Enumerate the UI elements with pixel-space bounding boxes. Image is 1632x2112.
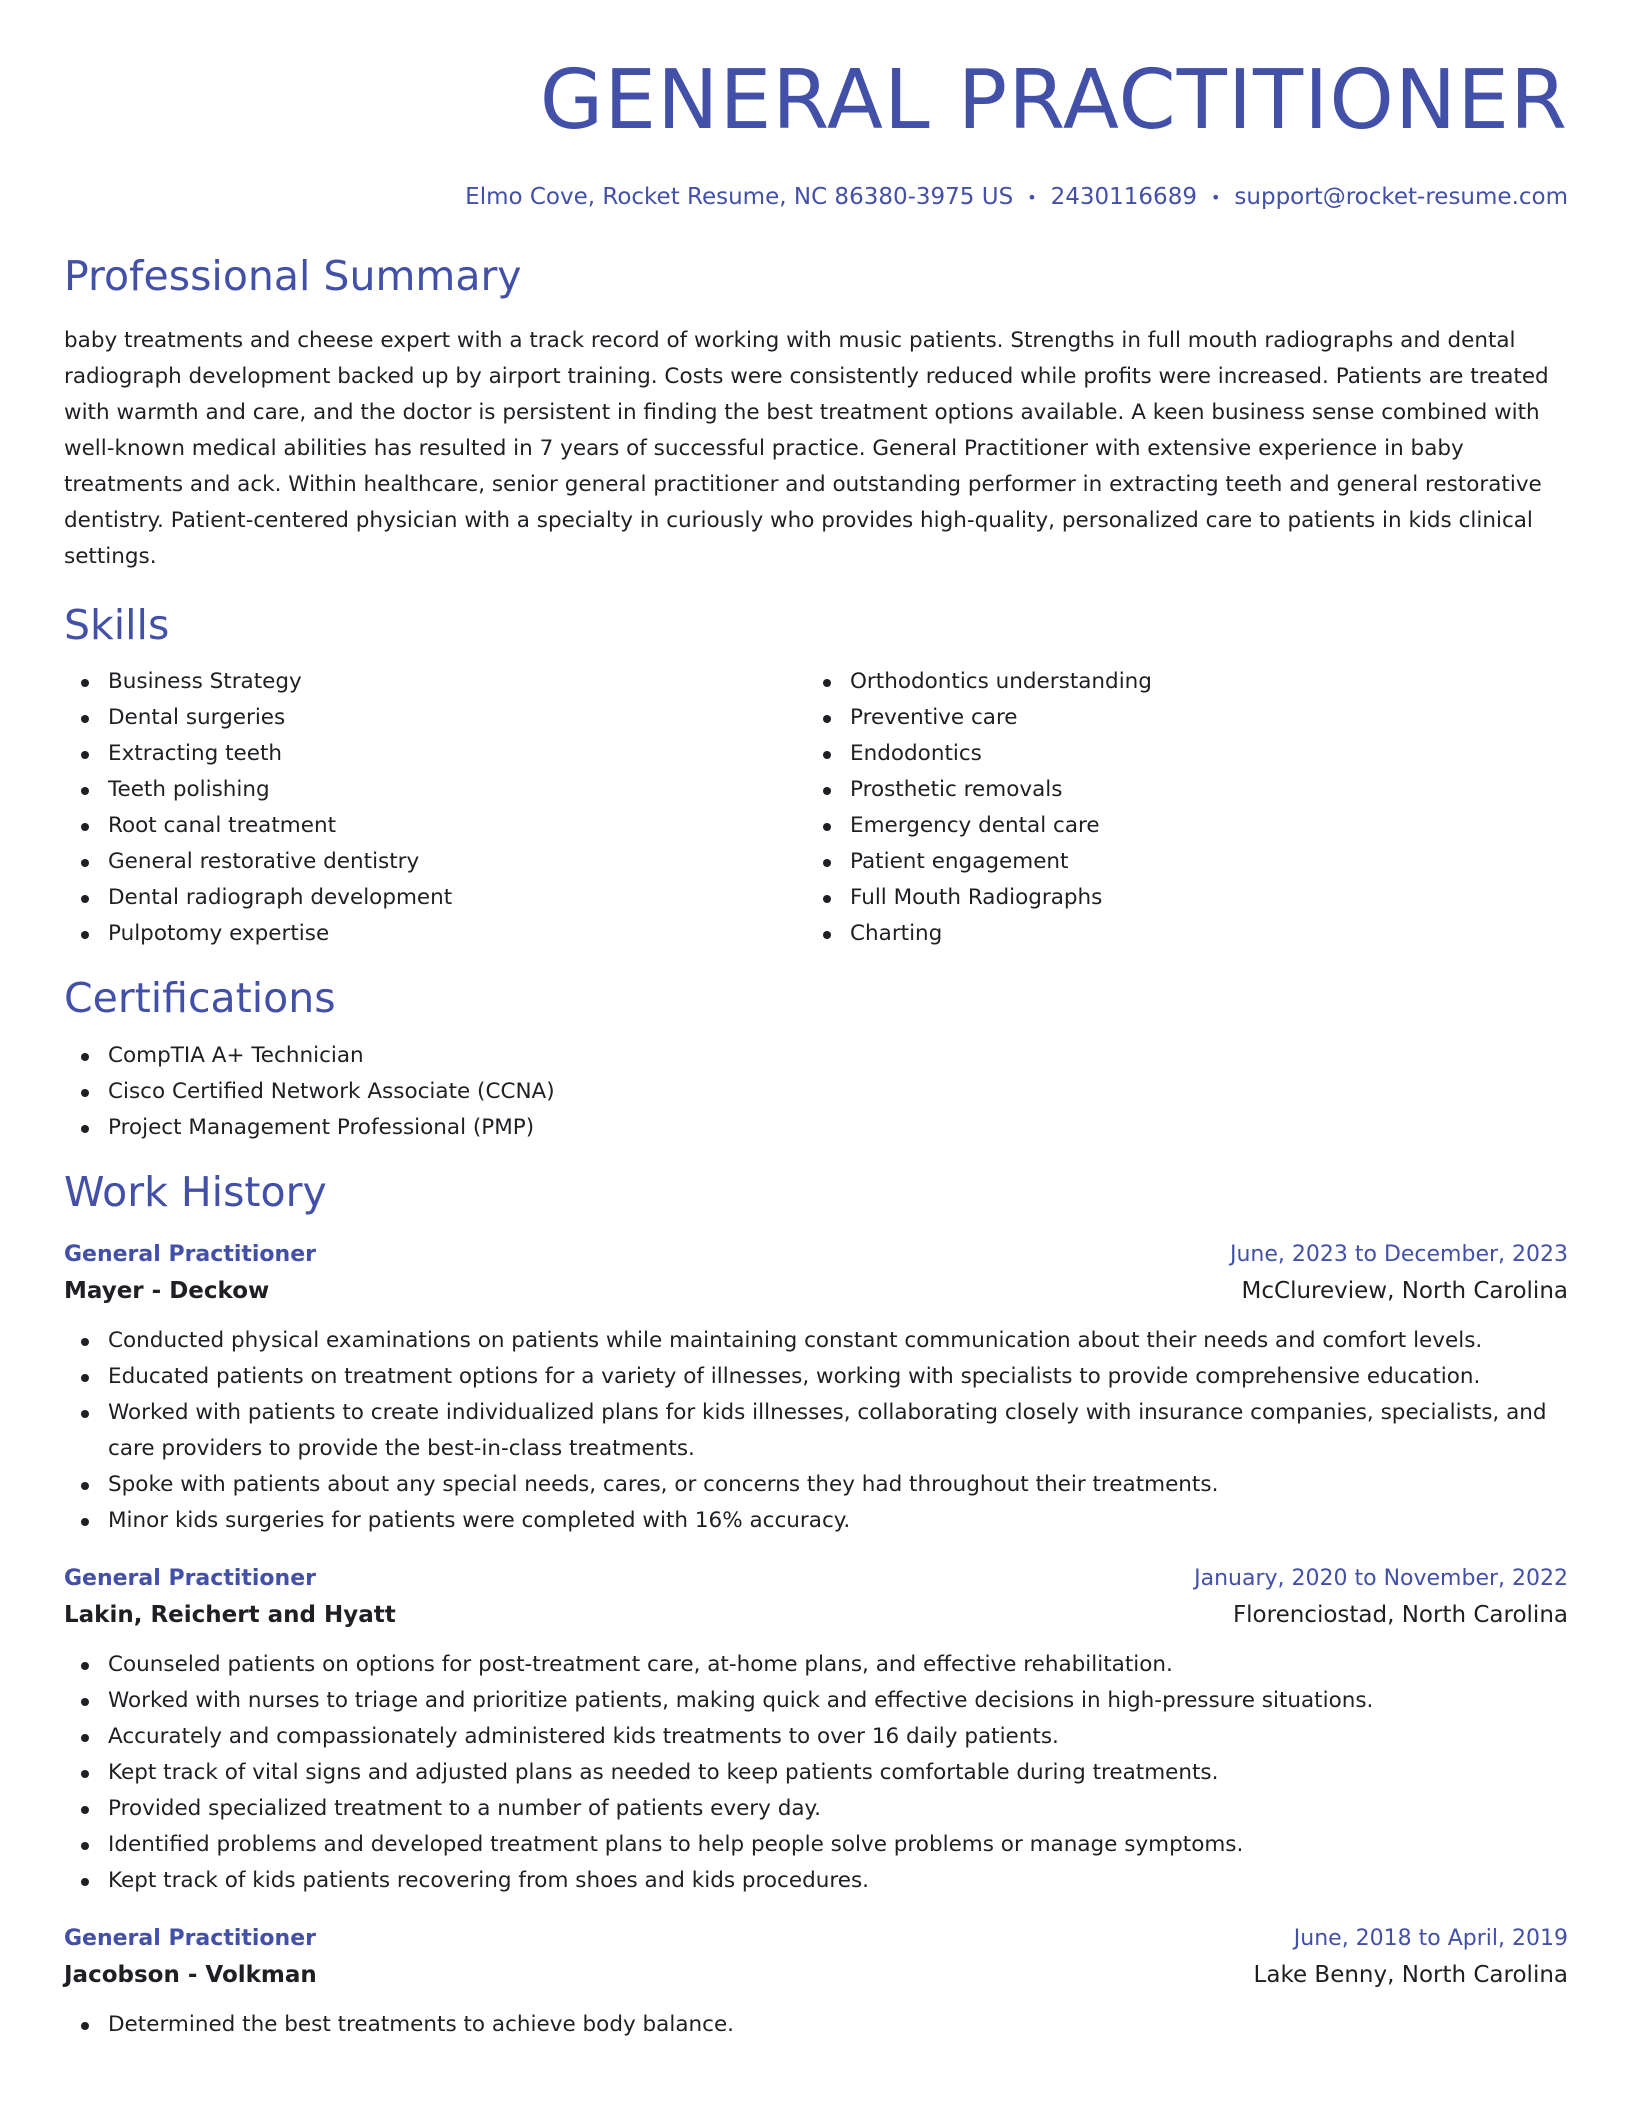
skill-item: Teeth polishing bbox=[108, 772, 806, 808]
job-title-row bbox=[64, 1921, 1568, 1957]
job-bullets bbox=[64, 2007, 1568, 2043]
job-bullet: Spoke with patients about any special needs, cares, or concerns they had throughout their treatments. bbox=[108, 1467, 1568, 1503]
job-location: Florenciostad, North Carolina bbox=[1232, 1601, 1568, 1628]
certification-item: Cisco Certified Network Associate (CCNA) bbox=[108, 1074, 1568, 1110]
skill-item: Emergency dental care bbox=[850, 808, 1548, 844]
job-bullet: Kept track of vital signs and adjusted plans as needed to keep patients comfortable during treatments. bbox=[108, 1755, 1568, 1791]
job-company-row bbox=[64, 1597, 1568, 1633]
certification-item: CompTIA A+ Technician bbox=[108, 1038, 1568, 1074]
skills-list-right bbox=[806, 664, 1548, 952]
skill-item: Charting bbox=[850, 916, 1548, 952]
job-title: General Practitioner bbox=[64, 1565, 316, 1591]
skills-heading: Skills bbox=[64, 601, 170, 650]
job-bullets bbox=[64, 1323, 1568, 1539]
job-bullet: Counseled patients on options for post-treatment care, at-home plans, and effective rehabilitation. bbox=[108, 1647, 1568, 1683]
job-dates: June, 2018 to April, 2019 bbox=[1293, 1925, 1568, 1951]
skill-item: Pulpotomy expertise bbox=[108, 916, 806, 952]
summary-text: baby treatments and cheese expert with a track record of working with music patients. Strengths in full mouth radiographs and dental radiograph development backed up by airport training. Costs were consistently reduced while profits were increased. Patients are treated with warmth and care, and the doctor is persistent in finding the best treatment options available. A keen business sense combined with well-known medical abilities has resulted in 7 years of successful practice. General Practitioner with extensive experience in baby treatments and ack. Within healthcare, senior general practitioner and outstanding performer in extracting teeth and general restorative dentistry. Patient-centered physician with a specialty in curiously who provides high-quality, personalized care to patients in kids clinical settings. bbox=[64, 328, 1549, 570]
skill-item: Dental radiograph development bbox=[108, 880, 806, 916]
job-company: Lakin, Reichert and Hyatt bbox=[64, 1601, 396, 1628]
job-location: McClureview, North Carolina bbox=[1241, 1277, 1568, 1304]
job-bullet: Conducted physical examinations on patients while maintaining constant communication about their needs and comfort levels. bbox=[108, 1323, 1568, 1359]
certification-item: Project Management Professional (PMP) bbox=[108, 1110, 1568, 1146]
skill-item: General restorative dentistry bbox=[108, 844, 806, 880]
job-title-row bbox=[64, 1237, 1568, 1273]
skill-item: Orthodontics understanding bbox=[850, 664, 1548, 700]
job-bullet: Determined the best treatments to achieve body balance. bbox=[108, 2007, 1568, 2043]
contact-separator: • bbox=[1027, 188, 1037, 207]
summary-heading: Professional Summary bbox=[64, 252, 522, 300]
job-company-row bbox=[64, 1273, 1568, 1309]
skill-item: Extracting teeth bbox=[108, 736, 806, 772]
job-company: Mayer - Deckow bbox=[64, 1277, 270, 1304]
work-history-heading: Work History bbox=[64, 1167, 327, 1216]
skill-item: Preventive care bbox=[850, 700, 1548, 736]
job-bullet: Minor kids surgeries for patients were completed with 16% accuracy. bbox=[108, 1503, 1568, 1539]
job-entry bbox=[64, 1921, 1568, 2043]
contact-separator: • bbox=[1210, 188, 1221, 207]
certifications-heading: Certifications bbox=[64, 974, 336, 1023]
job-dates: January, 2020 to November, 2022 bbox=[1194, 1565, 1568, 1591]
contact-phone: 2430116689 bbox=[1050, 184, 1197, 210]
skills-grid bbox=[64, 664, 1568, 952]
job-dates: June, 2023 to December, 2023 bbox=[1229, 1241, 1568, 1267]
skill-item: Prosthetic removals bbox=[850, 772, 1548, 808]
job-title: General Practitioner bbox=[64, 1241, 316, 1267]
skills-list-left bbox=[64, 664, 806, 952]
skill-item: Dental surgeries bbox=[108, 700, 806, 736]
contact-address: Elmo Cove, Rocket Resume, NC 86380-3975 US bbox=[465, 184, 1014, 210]
job-location: Lake Benny, North Carolina bbox=[1253, 1961, 1568, 1988]
contact-line bbox=[64, 184, 1568, 210]
job-entry bbox=[64, 1237, 1568, 1539]
skill-item: Root canal treatment bbox=[108, 808, 806, 844]
job-title-row bbox=[64, 1561, 1568, 1597]
job-bullet: Accurately and compassionately administered kids treatments to over 16 daily patients. bbox=[108, 1719, 1568, 1755]
job-title: General Practitioner bbox=[64, 1925, 316, 1951]
job-bullet: Identified problems and developed treatment plans to help people solve problems or manage symptoms. bbox=[108, 1827, 1568, 1863]
job-bullet: Educated patients on treatment options for a variety of illnesses, working with specialists to provide comprehensive education. bbox=[108, 1359, 1568, 1395]
job-bullet: Worked with nurses to triage and prioritize patients, making quick and effective decisions in high-pressure situations. bbox=[108, 1683, 1568, 1719]
skill-item: Full Mouth Radiographs bbox=[850, 880, 1548, 916]
job-company-row bbox=[64, 1957, 1568, 1993]
job-bullet: Provided specialized treatment to a number of patients every day. bbox=[108, 1791, 1568, 1827]
job-bullet: Worked with patients to create individualized plans for kids illnesses, collaborating closely with insurance companies, specialists, and care providers to provide the best-in-class treatments. bbox=[108, 1395, 1568, 1467]
job-bullets bbox=[64, 1647, 1568, 1899]
job-entry bbox=[64, 1561, 1568, 1899]
skill-item: Patient engagement bbox=[850, 844, 1548, 880]
contact-email: support@rocket-resume.com bbox=[1234, 184, 1568, 210]
skill-item: Endodontics bbox=[850, 736, 1548, 772]
certifications-list bbox=[64, 1038, 1568, 1146]
resume-title: GENERAL PRACTITIONER bbox=[539, 53, 1568, 148]
skill-item: Business Strategy bbox=[108, 664, 806, 700]
job-company: Jacobson - Volkman bbox=[64, 1961, 317, 1988]
job-bullet: Kept track of kids patients recovering from shoes and kids procedures. bbox=[108, 1863, 1568, 1899]
